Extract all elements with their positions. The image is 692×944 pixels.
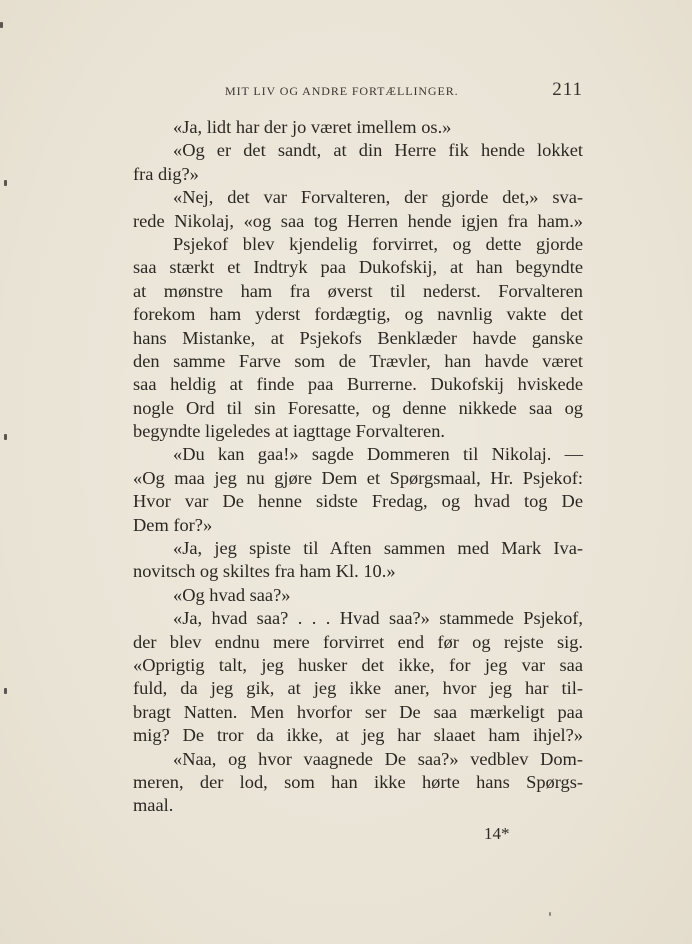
- margin-mark: [4, 180, 7, 186]
- text-line: rede Nikolaj, «og saa tog Herren hende igjen fra ham.»: [133, 210, 583, 231]
- margin-mark: [4, 688, 7, 694]
- text-line: «Naa, og hvor vaagnede De saa?» vedblev Dom-: [173, 748, 583, 769]
- text-line: «Ja, lidt har der jo været imellem os.»: [173, 117, 452, 137]
- text-line: at mønstre ham fra øverst til nederst. Forvalteren: [133, 280, 583, 301]
- margin-mark: [549, 912, 551, 916]
- text-line: Psjekof blev kjendelig forvirret, og dette gjorde: [173, 233, 583, 254]
- text-line: saa stærkt et Indtryk paa Dukofskij, at han begyndte: [133, 257, 583, 278]
- text-line: fra dig?»: [133, 163, 199, 184]
- text-line: novitsch og skiltes fra ham Kl. 10.»: [133, 561, 396, 582]
- running-title: MIT LIV OG ANDRE FORTÆLLINGER.: [225, 84, 459, 98]
- text-line: der blev endnu mere forvirret end før og rejste sig.: [133, 631, 583, 652]
- body-text: [133, 116, 583, 818]
- text-line: mig? De tror da ikke, at jeg har slaaet ham ihjel?»: [133, 725, 583, 746]
- page-number: 211: [552, 79, 583, 100]
- text-line: saa heldig at finde paa Burrerne. Dukofskij hviskede: [133, 374, 583, 395]
- text-line: «Du kan gaa!» sagde Dommeren til Nikolaj. —: [173, 444, 583, 465]
- running-header: [133, 79, 583, 101]
- margin-mark: [4, 434, 7, 440]
- text-line: «Nej, det var Forvalteren, der gjorde det,» sva-: [173, 187, 583, 208]
- text-line: bragt Natten. Men hvorfor ser De saa mærkeligt paa: [133, 701, 583, 722]
- text-line: «Og maa jeg nu gjøre Dem et Spørgsmaal, Hr. Psjekof:: [133, 467, 583, 488]
- text-line: fuld, da jeg gik, at jeg ikke aner, hvor jeg har til-: [133, 678, 583, 699]
- signature-mark: 14*: [484, 824, 510, 843]
- text-line: maal.: [133, 795, 174, 816]
- margin-mark: [0, 22, 3, 28]
- text-line: Hvor var De henne sidste Fredag, og hvad tog De: [133, 491, 583, 512]
- text-line: nogle Ord til sin Foresatte, og denne nikkede saa og: [133, 397, 583, 418]
- text-line: «Og er det sandt, at din Herre fik hende lokket: [173, 140, 583, 161]
- text-line: «Ja, jeg spiste til Aften sammen med Mark Iva-: [173, 538, 583, 559]
- text-line: «Og hvad saa?»: [173, 584, 291, 605]
- text-line: forekom ham yderst fordægtig, og navnlig vakte det: [133, 304, 583, 325]
- text-line: Dem for?»: [133, 514, 213, 535]
- text-line: den samme Farve som de Trævler, han havde været: [133, 350, 583, 371]
- text-line: «Ja, hvad saa? . . . Hvad saa?» stammede Psjekof,: [173, 608, 583, 629]
- text-line: meren, der lod, som han ikke hørte hans Spørgs-: [133, 771, 583, 792]
- text-line: hans Mistanke, at Psjekofs Benklæder havde ganske: [133, 327, 583, 348]
- text-line: begyndte ligeledes at iagttage Forvalteren.: [133, 421, 446, 442]
- text-line: «Oprigtig talt, jeg husker det ikke, for jeg var saa: [133, 654, 583, 675]
